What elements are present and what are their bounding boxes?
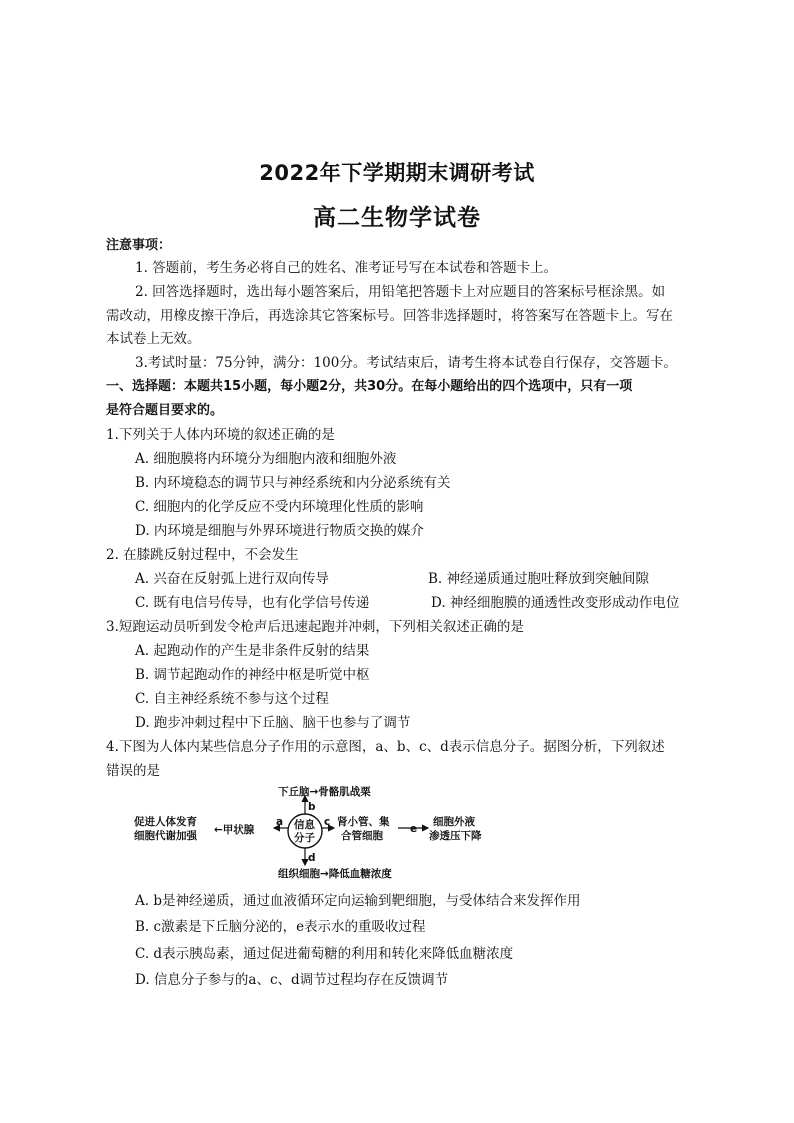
label-b: b [308, 801, 316, 813]
q3-option-d: D. 跑步冲刺过程中下丘脑、脑干也参与了调节 [135, 715, 411, 731]
q1-stem: 1.下列关于人体内环境的叙述正确的是 [106, 427, 335, 443]
right-label-1: 肾小管、集 [337, 816, 390, 828]
thyroid-label: ←甲状腺 [214, 824, 255, 836]
center-label-1: 信息 [294, 819, 315, 831]
q4-stem-line-2: 错误的是 [106, 763, 160, 779]
q2-option-d: D. 神经细胞膜的通透性改变形成动作电位 [431, 595, 680, 611]
signal-molecule-diagram [128, 783, 518, 883]
q3-option-b: B. 调节起跑动作的神经中枢是听觉中枢 [135, 667, 370, 683]
q4-stem-line-1: 4.下图为人体内某些信息分子作用的示意图，a、b、c、d表示信息分子。据图分析，下列叙述 [106, 739, 665, 755]
note-1: 1. 答题前，考生务必将自己的姓名、准考证号写在本试卷和答题卡上。 [135, 260, 558, 276]
section-heading-line-1: 一、选择题：本题共15小题，每小题2分，共30分。在每小题给出的四个选项中，只有一项 [106, 379, 633, 394]
center-label-2: 分子 [294, 832, 315, 844]
notes-heading: 注意事项： [106, 238, 172, 253]
q3-option-c: C. 自主神经系统不参与这个过程 [135, 691, 329, 707]
exam-subtitle: 高二生物学试卷 [313, 205, 481, 231]
right-far-label-1: 细胞外液 [433, 816, 475, 828]
right-label-2: 合管细胞 [341, 830, 383, 842]
q1-option-a: A. 细胞膜将内环境分为细胞内液和细胞外液 [135, 451, 397, 467]
q2-stem: 2. 在膝跳反射过程中，不会发生 [106, 547, 299, 563]
q4-option-c: C. d表示胰岛素，通过促进葡萄糖的利用和转化来降低血糖浓度 [135, 946, 514, 962]
label-e: e [410, 823, 418, 835]
q4-option-b: B. c激素是下丘脑分泌的，e表示水的重吸收过程 [135, 919, 426, 935]
bottom-label: 组织细胞→降低血糖浓度 [278, 868, 392, 880]
top-label: 下丘脑→骨骼肌战栗 [278, 786, 371, 798]
left-label-1: 促进人体发育 [134, 816, 197, 828]
label-d: d [308, 852, 316, 864]
note-2-line-3: 本试卷上无效。 [106, 331, 201, 347]
q4-option-d: D. 信息分子参与的a、c、d调节过程均存在反馈调节 [135, 972, 449, 988]
note-3: 3.考试时量：75分钟，满分：100分。考试结束后，请考生将本试卷自行保存，交答题卡。 [135, 355, 677, 371]
q3-stem: 3.短跑运动员听到发令枪声后迅速起跑并冲刺，下列相关叙述正确的是 [106, 619, 524, 635]
left-label-2: 细胞代谢加强 [134, 830, 197, 842]
q2-option-b: B. 神经递质通过胞吐释放到突触间隙 [428, 571, 650, 587]
q2-option-c: C. 既有电信号传导，也有化学信号传递 [135, 595, 370, 611]
note-2-line-2: 需改动，用橡皮擦干净后，再选涂其它答案标号。回答非选择题时，将答案写在答题卡上。写在 [106, 308, 673, 324]
q4-option-a: A. b是神经递质，通过血液循环定向运输到靶细胞，与受体结合来发挥作用 [135, 893, 581, 909]
right-far-label-2: 渗透压下降 [429, 830, 482, 842]
q2-option-a: A. 兴奋在反射弧上进行双向传导 [135, 571, 329, 587]
q1-option-b: B. 内环境稳态的调节只与神经系统和内分泌系统有关 [135, 475, 451, 491]
section-heading-line-2: 是符合题目要求的。 [106, 403, 224, 418]
label-a: a [276, 816, 284, 828]
q1-option-d: D. 内环境是细胞与外界环境进行物质交换的媒介 [135, 523, 424, 539]
note-2-line-1: 2. 回答选择题时，选出每小题答案后，用铅笔把答题卡上对应题目的答案标号框涂黑。如 [135, 284, 666, 300]
q1-option-c: C. 细胞内的化学反应不受内环境理化性质的影响 [135, 499, 424, 515]
q3-option-a: A. 起跑动作的产生是非条件反射的结果 [135, 643, 370, 659]
exam-title: 2022年下学期期末调研考试 [259, 161, 535, 185]
label-c: c [324, 816, 331, 828]
